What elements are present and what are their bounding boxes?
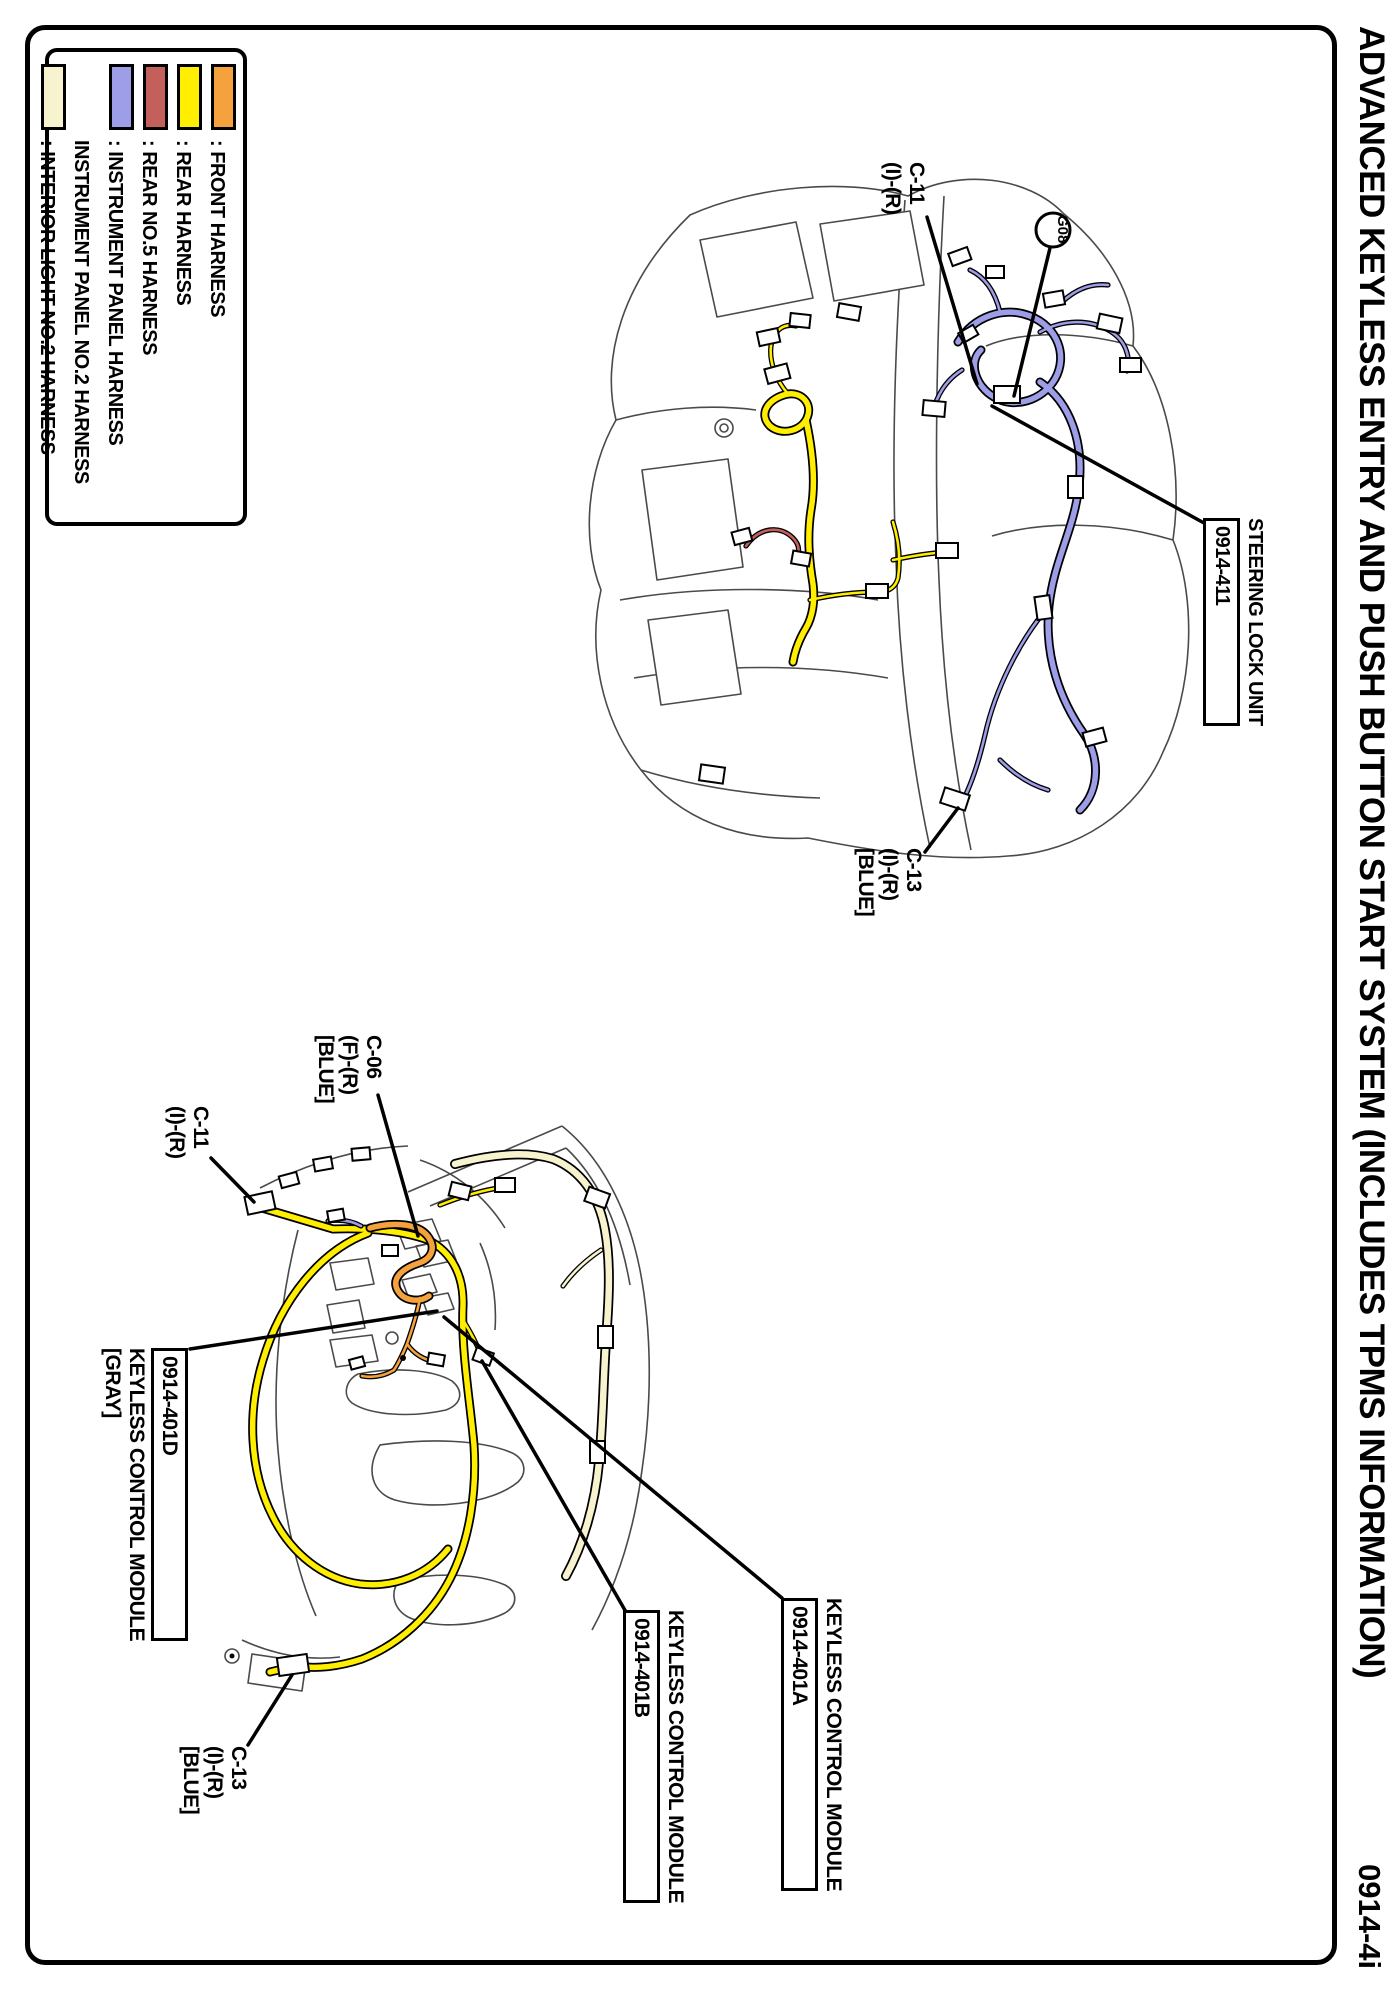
rear-harness-swatch: [177, 64, 202, 130]
reference-code-box: 0914-401A: [781, 1598, 818, 1891]
legend-label: : REAR NO.5 HARNESS: [138, 140, 160, 355]
reference-code-box: 0914-401D: [151, 1348, 188, 1641]
callout-keyless-module-a: [778, 1598, 845, 1891]
harness-legend: [36, 48, 247, 526]
g08-label: G08: [1054, 215, 1071, 244]
connector-detail: (F)-(R): [338, 1035, 361, 1095]
reference-code-box: 0914-411: [1203, 518, 1240, 726]
callout-c11-top: [880, 162, 928, 214]
connector-id: C-13: [227, 1746, 250, 1790]
connector-color: [BLUE]: [314, 1035, 337, 1104]
front-harness-swatch: [211, 64, 236, 130]
connector-id: C-06: [362, 1035, 385, 1079]
legend-entry-rear-harness: [168, 64, 202, 510]
legend-entry-interior-light-no2-harness: [32, 64, 66, 510]
connector-detail: (I)-(R): [203, 1746, 226, 1799]
reference-code-box: 0914-401B: [623, 1610, 660, 1903]
callout-c11-bottom: [164, 1106, 212, 1158]
instrument-panel-harness-swatch: [109, 64, 134, 130]
connector-color: [BLUE]: [179, 1746, 202, 1815]
legend-entry-front-harness: [202, 64, 236, 510]
connector-detail: (I)-(R): [881, 162, 904, 215]
legend-entry-instrument-panel-no2-harness: [66, 64, 100, 510]
rear-no5-harness-swatch: [143, 64, 168, 130]
connector-detail: (I)-(R): [165, 1106, 188, 1159]
connector-color: [BLUE]: [854, 848, 877, 917]
callout-c13-bottom: [178, 1746, 250, 1814]
page-code: 0914-4i: [1352, 1864, 1387, 1970]
interior-light-no2-harness-swatch: [41, 64, 66, 130]
callout-c13-top: [853, 848, 925, 916]
connector-id: C-11: [905, 162, 928, 205]
callout-keyless-module-b: [620, 1610, 687, 1903]
callout-keyless-module-d: [100, 1348, 191, 1641]
component-name: KEYLESS CONTROL MODULE: [664, 1610, 687, 1904]
callout-c06: [313, 1035, 385, 1103]
connector-id: C-11: [189, 1106, 212, 1149]
connector-detail: (I)-(R): [878, 848, 901, 901]
legend-label: : FRONT HARNESS: [206, 140, 228, 317]
page-title: ADVANCED KEYLESS ENTRY AND PUSH BUTTON START SYSTEM (INCLUDES TPMS INFORMATION): [1352, 26, 1391, 1679]
legend-entry-rear-no5-harness: [134, 64, 168, 510]
component-name: STEERING LOCK UNIT: [1244, 518, 1266, 726]
legend-label: INSTRUMENT PANEL NO.2 HARNESS: [70, 140, 92, 484]
legend-label: : INTERIOR LIGHT NO.2 HARNESS: [36, 140, 58, 455]
callout-steering-lock-unit: [1200, 518, 1267, 726]
legend-label: : INSTRUMENT PANEL HARNESS: [104, 140, 126, 446]
legend-entry-instrument-panel-harness: [100, 64, 134, 510]
connector-id: C-13: [902, 848, 925, 892]
component-color: [GRAY]: [101, 1348, 124, 1418]
component-name: KEYLESS CONTROL MODULE: [125, 1348, 148, 1642]
component-name: KEYLESS CONTROL MODULE: [822, 1598, 845, 1892]
legend-label: : REAR HARNESS: [172, 140, 194, 306]
